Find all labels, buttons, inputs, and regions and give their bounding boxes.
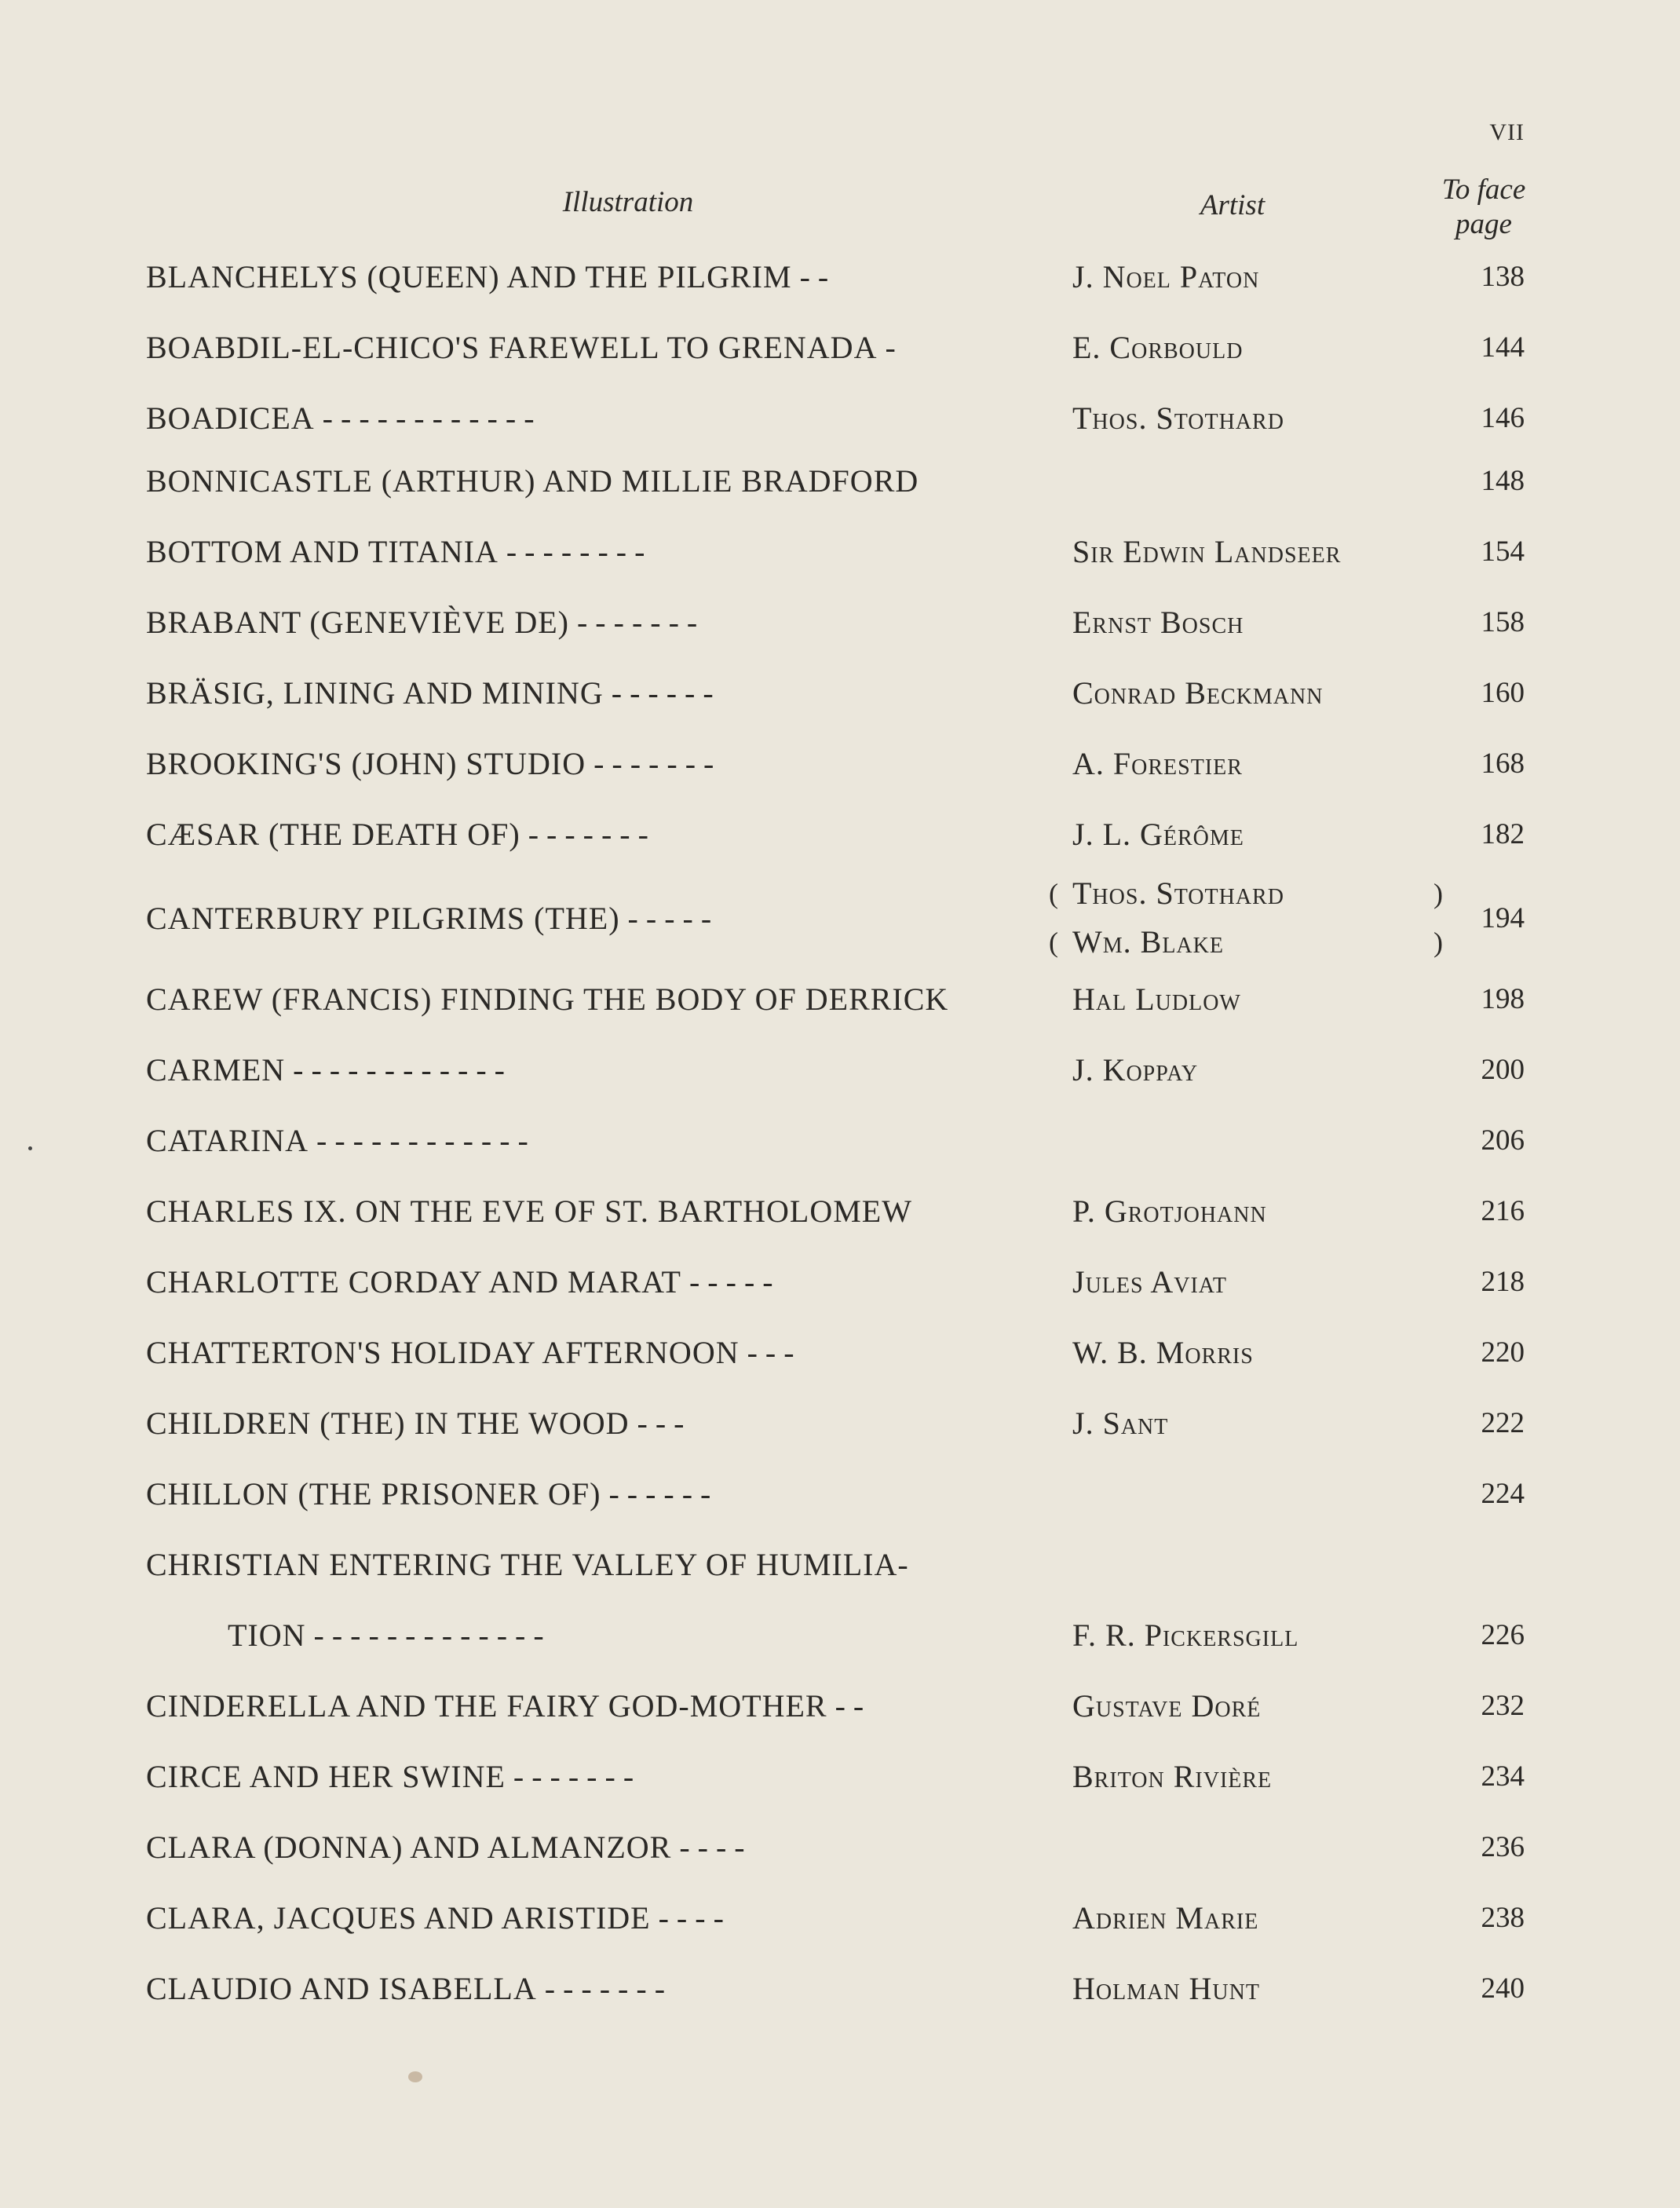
list-item [0, 1965, 1680, 2012]
list-item [0, 876, 1680, 960]
leader-dashes: - - - - - - - [505, 1759, 634, 1794]
column-header-illustration: Illustration [562, 186, 694, 218]
page-number: 222 [1481, 1407, 1525, 1439]
illustration-title-text: TION [228, 1618, 306, 1653]
illustration-title [146, 740, 1033, 788]
illustration-title [146, 811, 1033, 858]
illustration-title [146, 1188, 1033, 1235]
list-item [0, 1471, 1680, 1518]
artist-name: Gustave Doré [1072, 1688, 1262, 1724]
leader-dashes: - [877, 330, 896, 365]
list-item [0, 1117, 1680, 1164]
list-item [0, 1047, 1680, 1094]
artist-name: J. Noel Paton [1072, 259, 1260, 294]
illustration-title [146, 1541, 1033, 1588]
illustration-title-text: CINDERELLA AND THE FAIRY GOD-MOTHER [146, 1688, 827, 1724]
leader-dashes: - - - - - - - [586, 746, 714, 781]
illustration-title [146, 458, 1033, 505]
illustration-title [228, 1612, 1033, 1659]
illustration-title-text: CHARLES IX. ON THE EVE OF ST. BARTHOLOMEW [146, 1194, 912, 1229]
artist-name: F. R. Pickersgill [1072, 1618, 1299, 1653]
illustration-title [146, 1965, 1033, 2012]
illustration-title-text: BONNICASTLE (ARTHUR) AND MILLIE BRADFORD [146, 463, 919, 499]
illustration-title [146, 1259, 1033, 1306]
illustration-title [146, 599, 1033, 646]
illustration-title [146, 1047, 1033, 1094]
page-number: 160 [1481, 677, 1525, 709]
page-number: 206 [1481, 1124, 1525, 1157]
leader-dashes: - - - - - - - [520, 817, 648, 852]
artist-name: Thos. Stothard [1072, 876, 1284, 911]
illustration-title-text: CLAUDIO AND ISABELLA [146, 1971, 537, 2006]
artist-name: Hal Ludlow [1072, 982, 1241, 1017]
illustration-title [146, 895, 1033, 942]
illustration-title [146, 324, 1033, 371]
page-number: 198 [1481, 983, 1525, 1015]
illustration-title [146, 670, 1033, 717]
illustration-title [146, 1117, 1033, 1164]
artist-name: J. Sant [1072, 1406, 1169, 1441]
illustration-title-text: BROOKING'S (JOHN) STUDIO [146, 746, 586, 781]
artist-name: Briton Rivière [1072, 1759, 1273, 1794]
illustration-title-text: CLARA, JACQUES AND ARISTIDE [146, 1900, 651, 1936]
brace-right-top: ) [1433, 878, 1443, 909]
leader-dashes: - - - - - - [603, 675, 714, 711]
illustration-title-text: CHRISTIAN ENTERING THE VALLEY OF HUMILIA- [146, 1547, 909, 1582]
illustration-title-text: CANTERBURY PILGRIMS (THE) [146, 901, 620, 936]
illustration-title-text: CIRCE AND HER SWINE [146, 1759, 506, 1794]
illustration-title-text: CARMEN [146, 1052, 286, 1088]
artist-name: J. L. Gérôme [1072, 817, 1244, 852]
list-item [0, 324, 1680, 371]
artist-name: E. Corbould [1072, 330, 1244, 365]
brace-left-top: ( [1049, 878, 1058, 909]
page-number: 200 [1481, 1054, 1525, 1086]
leader-dashes: - - [791, 259, 829, 294]
page-number: 144 [1481, 331, 1525, 364]
artist-name: Wm. Blake [1072, 924, 1224, 960]
illustration-title [146, 1400, 1033, 1447]
illustration-title-text: BLANCHELYS (QUEEN) AND THE PILGRIM [146, 259, 792, 294]
page-number: 218 [1481, 1266, 1525, 1298]
illustration-title [146, 1683, 1033, 1730]
illustration-title [146, 1753, 1033, 1800]
list-item [0, 1188, 1680, 1235]
paper-mark [28, 1146, 32, 1150]
list-item [0, 670, 1680, 717]
page-number: 146 [1481, 402, 1525, 434]
list-item [0, 599, 1680, 646]
leader-dashes: - - [827, 1688, 864, 1724]
leader-dashes: - - - [629, 1406, 685, 1441]
list-item [0, 1683, 1680, 1730]
page-number: 158 [1481, 606, 1525, 638]
illustration-title-text: CHATTERTON'S HOLIDAY AFTERNOON [146, 1335, 740, 1370]
artist-name: W. B. Morris [1072, 1335, 1254, 1370]
folio-number: VII [1489, 119, 1525, 145]
illustration-title-text: BRÄSIG, LINING AND MINING [146, 675, 604, 711]
leader-dashes: - - - - - - - - - - - - [285, 1052, 505, 1088]
illustration-title-text: BRABANT (GENEVIÈVE DE) [146, 605, 569, 640]
leader-dashes: - - - - - [619, 901, 712, 936]
artist-name: Jules Aviat [1072, 1264, 1228, 1300]
artist-name: A. Forestier [1072, 746, 1243, 781]
illustration-title-text: CAREW (FRANCIS) FINDING THE BODY OF DERRICK [146, 982, 949, 1017]
illustration-title-text: BOADICEA [146, 400, 315, 436]
illustration-title-text: CHILDREN (THE) IN THE WOOD [146, 1406, 630, 1441]
artist-name: Ernst Bosch [1072, 605, 1244, 640]
illustration-title-text: CÆSAR (THE DEATH OF) [146, 817, 520, 852]
list-item [0, 1895, 1680, 1942]
list-item [0, 1824, 1680, 1871]
artist-name: Sir Edwin Landseer [1072, 534, 1342, 569]
page-number: 182 [1481, 818, 1525, 850]
illustration-title-text: CLARA (DONNA) AND ALMANZOR [146, 1830, 672, 1865]
column-header-artist: Artist [1200, 189, 1265, 221]
brace-left-bottom: ( [1049, 927, 1058, 958]
artist-name: P. Grotjohann [1072, 1194, 1267, 1229]
list-item [0, 740, 1680, 788]
artist-name: Thos. Stothard [1072, 400, 1284, 436]
leader-dashes: - - - - - - - [536, 1971, 666, 2006]
page-number: 240 [1481, 1972, 1525, 2005]
page-number: 148 [1481, 465, 1525, 497]
page-number: 224 [1481, 1478, 1525, 1510]
illustration-title [146, 1824, 1033, 1871]
leader-dashes: - - - - - - - [568, 605, 698, 640]
page-number: 232 [1481, 1690, 1525, 1722]
list-item [0, 1753, 1680, 1800]
artist-name: J. Koppay [1072, 1052, 1199, 1088]
illustration-title [146, 976, 1033, 1023]
leader-dashes: - - - - - - - - - - - - [309, 1123, 528, 1158]
illustration-title [146, 1895, 1033, 1942]
leader-dashes: - - - - - - - - - - - - - [305, 1618, 544, 1653]
artist-name: Holman Hunt [1072, 1971, 1260, 2006]
page-number: 154 [1481, 536, 1525, 568]
illustration-title-text: CHARLOTTE CORDAY AND MARAT [146, 1264, 681, 1300]
illustration-title [146, 1329, 1033, 1376]
column-header-page [1405, 173, 1562, 242]
page-number: 194 [1481, 902, 1525, 934]
illustration-title [146, 254, 1033, 301]
illustration-title [146, 1471, 1033, 1518]
page-number: 168 [1481, 748, 1525, 780]
leader-dashes: - - - - - [681, 1264, 773, 1300]
column-header-page-line2: page [1455, 208, 1512, 240]
artist-name: Conrad Beckmann [1072, 675, 1324, 711]
leader-dashes: - - - - [650, 1900, 724, 1936]
page-number: 216 [1481, 1195, 1525, 1227]
page-number: 238 [1481, 1902, 1525, 1934]
page-number: 138 [1481, 261, 1525, 293]
leader-dashes: - - - - - - [601, 1476, 711, 1512]
illustration-title-text: CATARINA [146, 1123, 309, 1158]
list-item [0, 395, 1680, 442]
leader-dashes: - - - - - - - - [498, 534, 645, 569]
page-number: 226 [1481, 1619, 1525, 1651]
page-number: 234 [1481, 1760, 1525, 1793]
list-item [0, 1259, 1680, 1306]
illustration-title [146, 528, 1033, 576]
illustration-title [146, 395, 1033, 442]
list-item [0, 976, 1680, 1023]
column-header-page-line1: To face [1441, 174, 1526, 206]
list-item [0, 1541, 1680, 1588]
list-item [0, 1612, 1680, 1659]
list-item [0, 1400, 1680, 1447]
paper-speck [408, 2071, 422, 2082]
illustration-title-text: CHILLON (THE PRISONER OF) [146, 1476, 601, 1512]
page-number: 236 [1481, 1831, 1525, 1863]
leader-dashes: - - - [739, 1335, 794, 1370]
brace-right-bottom: ) [1433, 927, 1443, 958]
list-item [0, 1329, 1680, 1376]
artist-name: Adrien Marie [1072, 1900, 1259, 1936]
illustration-title-text: BOTTOM AND TITANIA [146, 534, 499, 569]
list-item [0, 458, 1680, 505]
list-item [0, 254, 1680, 301]
list-item [0, 528, 1680, 576]
leader-dashes: - - - - [671, 1830, 745, 1865]
list-item [0, 811, 1680, 858]
page-number: 220 [1481, 1336, 1525, 1369]
leader-dashes: - - - - - - - - - - - - [314, 400, 535, 436]
illustration-title-text: BOABDIL-EL-CHICO'S FAREWELL TO GRENADA [146, 330, 878, 365]
